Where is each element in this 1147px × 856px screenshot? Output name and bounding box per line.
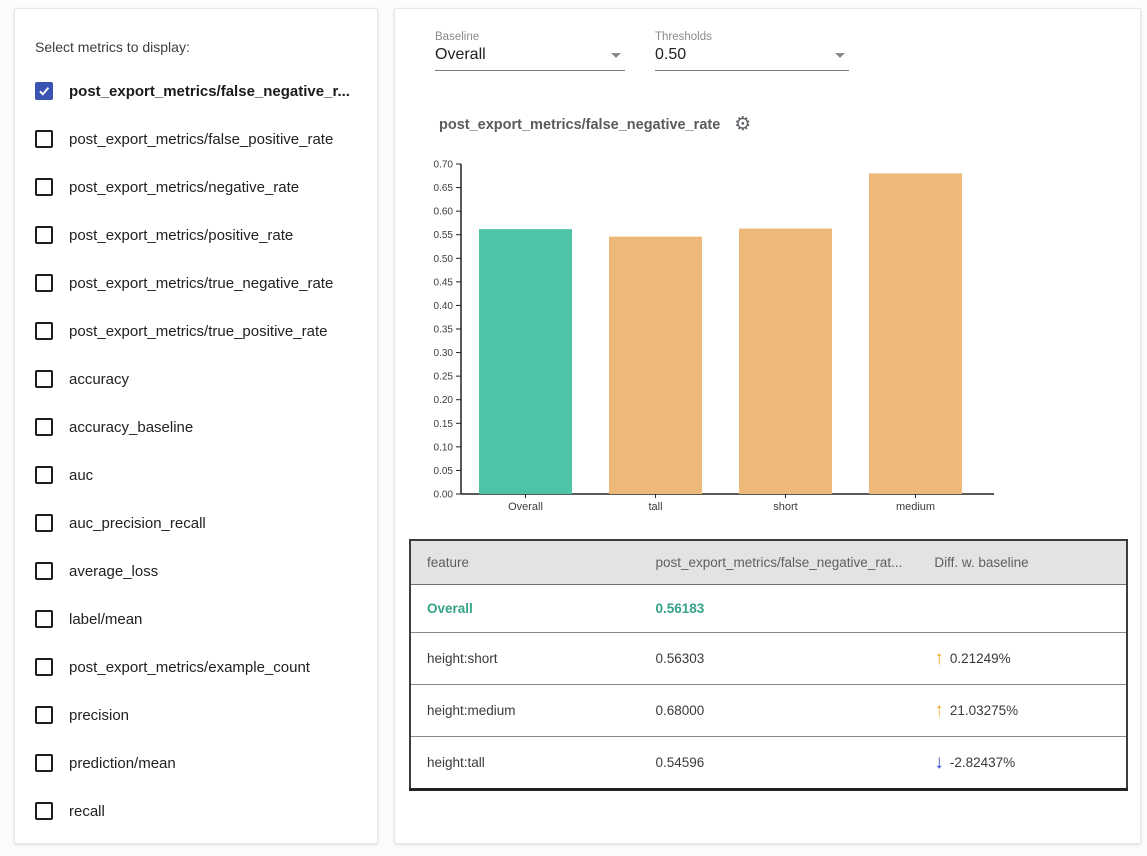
y-tick-label: 0.60: [433, 206, 453, 218]
metric-label: average_loss: [69, 562, 159, 580]
metric-checkbox-item[interactable]: [35, 271, 357, 295]
x-tick-label: tall: [648, 501, 663, 513]
metric-checkbox-item[interactable]: [35, 463, 357, 487]
metric-checkbox-item[interactable]: [35, 751, 357, 775]
diff-value: 0.21249%: [949, 651, 1011, 666]
table-row[interactable]: [410, 737, 1127, 790]
bar-chart: [425, 154, 1140, 521]
metric-label: accuracy: [69, 370, 130, 388]
feature-cell: Overall: [410, 585, 639, 633]
metric-label: precision: [69, 706, 130, 724]
metric-checkbox-item[interactable]: [35, 703, 357, 727]
arrow-up-icon: ↑: [934, 648, 944, 669]
y-tick-label: 0.30: [433, 348, 453, 360]
column-header: post_export_metrics/false_negative_rat...: [639, 540, 918, 585]
checkbox-icon[interactable]: [35, 610, 53, 628]
metric-value-cell: 0.56183: [639, 585, 918, 633]
y-tick-label: 0.65: [433, 183, 453, 195]
metric-checkbox-item[interactable]: [35, 607, 357, 631]
checkbox-icon[interactable]: [35, 274, 53, 292]
metric-label: post_export_metrics/false_positive_rate: [69, 130, 334, 148]
baseline-label: Baseline: [435, 31, 480, 43]
diff-value: 21.03275%: [949, 703, 1019, 718]
checkbox-icon[interactable]: [35, 706, 53, 724]
diff-cell: [918, 585, 1127, 633]
checkbox-icon[interactable]: [35, 562, 53, 580]
feature-cell: height:tall: [410, 737, 639, 790]
metric-checkbox-item[interactable]: [35, 223, 357, 247]
x-tick-label: medium: [895, 501, 936, 513]
arrow-down-icon: ↓: [934, 752, 944, 773]
metric-checkbox-item[interactable]: [35, 127, 357, 151]
table-row[interactable]: [410, 585, 1127, 633]
chart-header: [439, 115, 1096, 134]
metric-label: post_export_metrics/false_negative_r...: [69, 82, 350, 100]
metric-label: auc_precision_recall: [69, 514, 206, 532]
thresholds-label: Thresholds: [655, 31, 712, 43]
checkbox-icon[interactable]: [35, 514, 53, 532]
metric-checkbox-item[interactable]: [35, 799, 357, 823]
metric-label: recall: [69, 802, 105, 820]
table-header-row: [410, 540, 1127, 585]
thresholds-value: 0.50: [655, 46, 687, 63]
metric-checkbox-item[interactable]: [35, 79, 357, 103]
x-tick-label: short: [773, 501, 798, 513]
bar-short[interactable]: [739, 229, 832, 494]
table-row[interactable]: [410, 633, 1127, 685]
metrics-sidebar: [14, 8, 378, 844]
checkbox-icon[interactable]: [35, 658, 53, 676]
y-tick-label: 0.35: [433, 324, 453, 336]
baseline-value: Overall: [435, 46, 486, 63]
metric-label: post_export_metrics/true_negative_rate: [69, 274, 334, 292]
metric-value-cell: 0.68000: [639, 685, 918, 737]
x-tick-label: Overall: [508, 501, 543, 513]
baseline-dropdown[interactable]: [435, 31, 625, 71]
diff-value: -2.82437%: [949, 755, 1016, 770]
metric-value-cell: 0.54596: [639, 737, 918, 790]
bar-Overall[interactable]: [479, 229, 572, 494]
diff-cell: [918, 633, 1127, 685]
metric-checkbox-item[interactable]: [35, 319, 357, 343]
column-header: feature: [410, 540, 639, 585]
chevron-down-icon: [611, 53, 621, 58]
metric-label: post_export_metrics/negative_rate: [69, 178, 300, 196]
checkbox-icon[interactable]: [35, 466, 53, 484]
thresholds-dropdown[interactable]: [655, 31, 849, 71]
y-tick-label: 0.70: [433, 159, 453, 171]
y-tick-label: 0.00: [433, 489, 453, 501]
feature-cell: height:medium: [410, 685, 639, 737]
arrow-up-icon: ↑: [934, 700, 944, 721]
feature-cell: height:short: [410, 633, 639, 685]
bar-tall[interactable]: [609, 237, 702, 494]
checkbox-icon[interactable]: [35, 802, 53, 820]
diff-cell: [918, 737, 1127, 790]
metric-label: post_export_metrics/true_positive_rate: [69, 322, 328, 340]
y-tick-label: 0.05: [433, 465, 453, 477]
column-header: Diff. w. baseline: [918, 540, 1127, 585]
metric-checkbox-item[interactable]: [35, 175, 357, 199]
y-tick-label: 0.20: [433, 395, 453, 407]
checkbox-icon[interactable]: [35, 226, 53, 244]
y-tick-label: 0.55: [433, 230, 453, 242]
metric-label: accuracy_baseline: [69, 418, 194, 436]
metric-checkbox-item[interactable]: [35, 367, 357, 391]
checkbox-icon[interactable]: [35, 322, 53, 340]
metric-checkbox-item[interactable]: [35, 559, 357, 583]
metric-label: label/mean: [69, 610, 143, 628]
chevron-down-icon: [835, 53, 845, 58]
metric-checkbox-item[interactable]: [35, 415, 357, 439]
metric-label: prediction/mean: [69, 754, 176, 772]
gear-icon[interactable]: ⚙: [734, 114, 752, 135]
checkbox-icon[interactable]: [35, 418, 53, 436]
metric-label: auc: [69, 466, 94, 484]
y-tick-label: 0.10: [433, 442, 453, 454]
checkbox-icon[interactable]: [35, 370, 53, 388]
checkbox-icon[interactable]: [35, 130, 53, 148]
chart-title: post_export_metrics/false_negative_rate: [439, 116, 721, 133]
metric-label: post_export_metrics/example_count: [69, 658, 310, 676]
checkbox-icon[interactable]: [35, 754, 53, 772]
sidebar-title: Select metrics to display:: [35, 39, 190, 55]
bar-medium[interactable]: [869, 173, 962, 494]
y-tick-label: 0.15: [433, 418, 453, 430]
y-tick-label: 0.45: [433, 277, 453, 289]
metric-checkbox-item[interactable]: [35, 511, 357, 535]
y-tick-label: 0.50: [433, 253, 453, 265]
y-tick-label: 0.25: [433, 371, 453, 383]
checkbox-icon[interactable]: [35, 82, 53, 100]
controls-row: [435, 31, 1100, 71]
table-row[interactable]: [410, 685, 1127, 737]
metric-label: post_export_metrics/positive_rate: [69, 226, 294, 244]
metric-list: [35, 79, 357, 823]
metrics-table: [409, 539, 1128, 791]
main-panel: [394, 8, 1141, 844]
checkbox-icon[interactable]: [35, 178, 53, 196]
metric-checkbox-item[interactable]: [35, 655, 357, 679]
diff-cell: [918, 685, 1127, 737]
metrics-table-wrap: [409, 539, 1128, 791]
y-tick-label: 0.40: [433, 300, 453, 312]
metric-value-cell: 0.56303: [639, 633, 918, 685]
